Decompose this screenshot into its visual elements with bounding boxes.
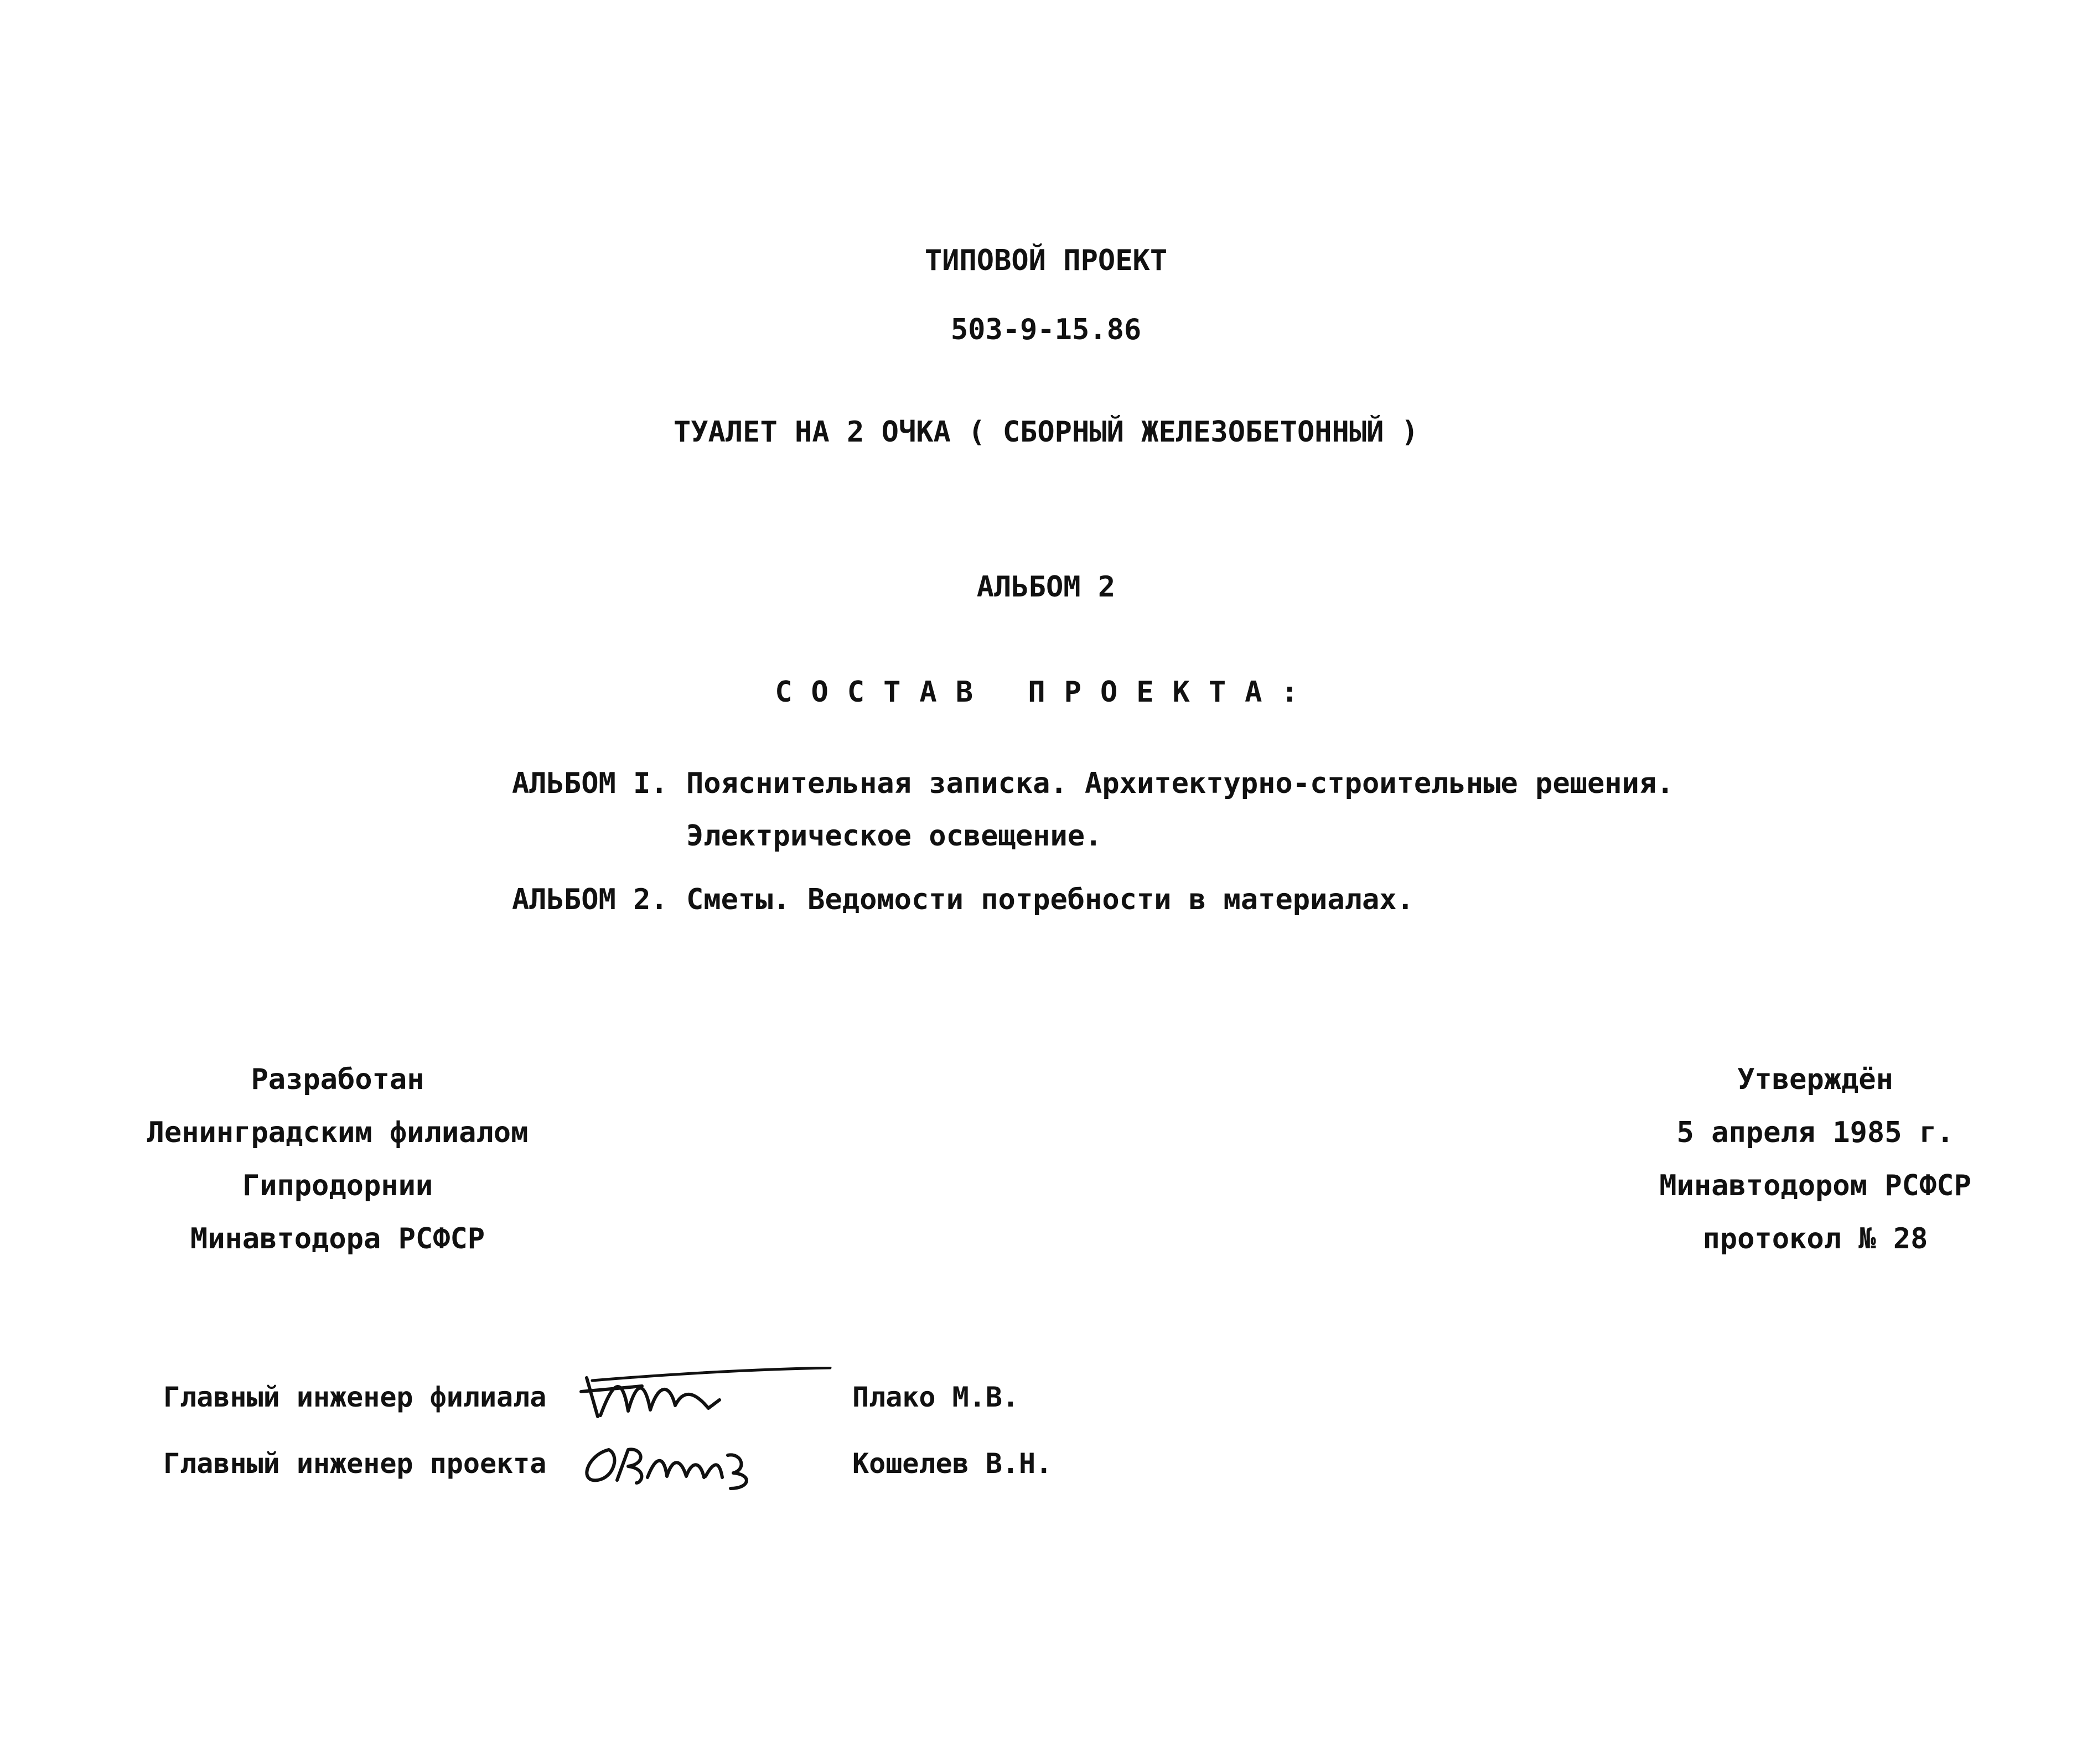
signature-title: Главный инженер проекта <box>163 1447 547 1480</box>
signature-name: Кошелев В.Н. <box>852 1447 1053 1480</box>
signature-row-chief-engineer-project <box>163 1433 1052 1494</box>
doc-type: ТИПОВОЙ ПРОЕКТ <box>924 244 1168 277</box>
approved-line-2: 5 апреля 1985 г. <box>1676 1116 1954 1149</box>
project-number: 503-9-15.86 <box>950 313 1142 346</box>
signature-title: Главный инженер филиала <box>163 1381 547 1413</box>
approved-line-1: Утверждён <box>1737 1063 1893 1096</box>
developed-line-4: Минавтодора РСФСР <box>190 1222 485 1255</box>
contents-heading: СОСТАВ ПРОЕКТА: <box>775 676 1317 709</box>
developed-line-2: Ленинградским филиалом <box>147 1116 529 1149</box>
album-label: АЛЬБОМ 2 <box>976 570 1116 604</box>
approved-line-3: Минавтодором РСФСР <box>1659 1169 1971 1202</box>
approved-block <box>1605 1065 2026 1278</box>
developed-line-1: Разработан <box>251 1063 424 1096</box>
contents-item-2-line1: Сметы. Ведомости потребности в материалах. <box>686 883 1414 916</box>
handwritten-signature-icon <box>576 1367 841 1428</box>
project-title: ТУАЛЕТ НА 2 ОЧКА ( СБОРНЫЙ ЖЕЛЕЗОБЕТОННЫЙ ) <box>673 416 1419 449</box>
developed-block <box>105 1065 570 1278</box>
approved-line-4: протокол № 28 <box>1702 1222 1928 1255</box>
developed-line-3: Гипродорнии <box>242 1169 433 1202</box>
signature-row-chief-engineer-branch <box>163 1367 1019 1428</box>
contents-item-1-line1: Пояснительная записка. Архитектурно-строительные решения. <box>686 767 1674 800</box>
contents-item-1-label: АЛЬБОМ I. <box>512 767 668 800</box>
handwritten-signature-icon <box>576 1433 841 1494</box>
contents-item-2-label: АЛЬБОМ 2. <box>512 883 668 916</box>
signature-name: Плако М.В. <box>852 1381 1019 1413</box>
contents-item-1-line2: Электрическое освещение. <box>686 819 1102 853</box>
